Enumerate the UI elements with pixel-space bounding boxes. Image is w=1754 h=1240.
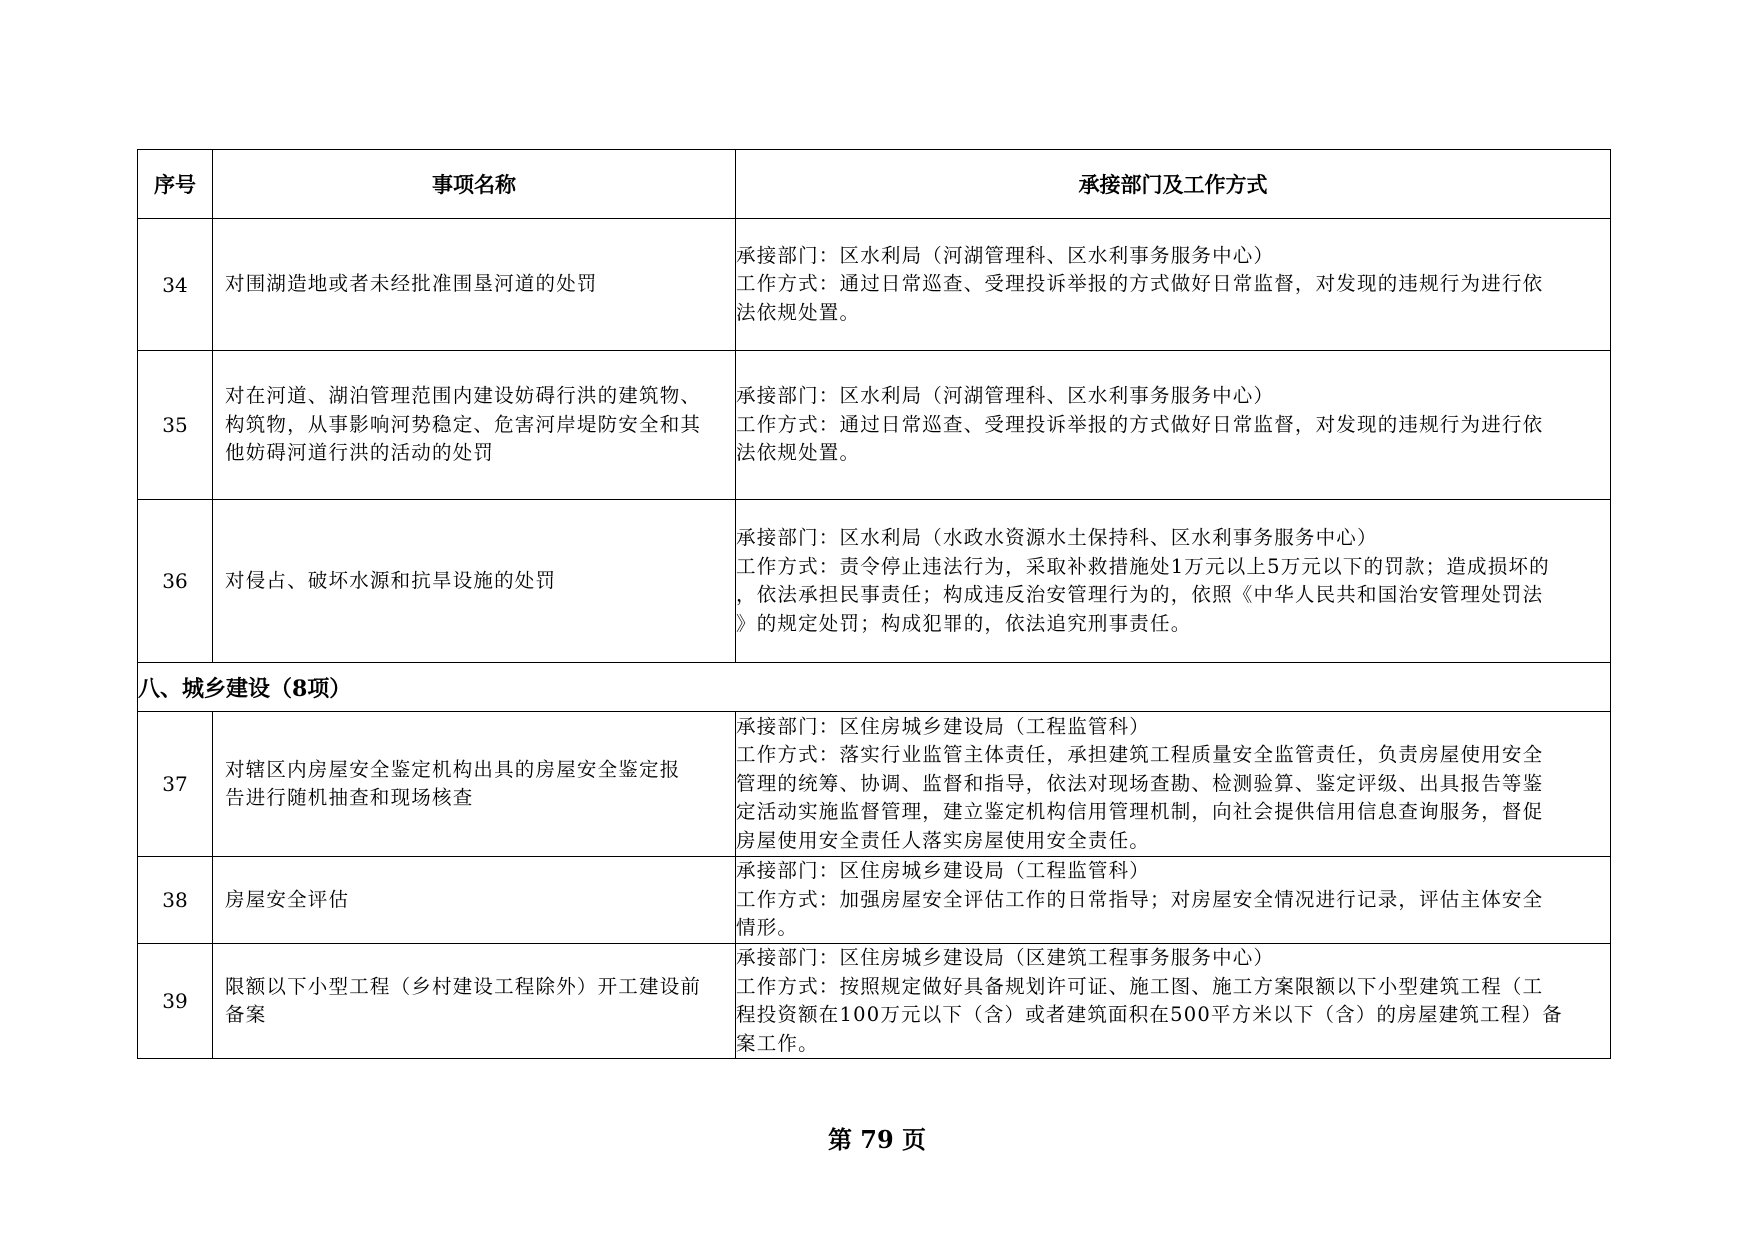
dept-line: 》的规定处罚；构成犯罪的，依法追究刑事责任。 [736, 611, 1192, 635]
row-name-cell [213, 944, 736, 1059]
dept-line: ，依法承担民事责任；构成违反治安管理行为的，依照《中华人民共和国治安管理处罚法 [736, 583, 1544, 606]
dept-line: 工作方式：通过日常巡查、受理投诉举报的方式做好日常监督，对发现的违规行为进行依 [736, 412, 1544, 436]
row-num: 34 [138, 219, 213, 351]
table-row [138, 219, 1611, 351]
row-name-line: 构筑物，从事影响河势稳定、危害河岸堤防安全和其 [225, 412, 702, 436]
dept-line: 工作方式：通过日常巡查、受理投诉举报的方式做好日常监督，对发现的违规行为进行依 [736, 272, 1544, 296]
table-row [138, 944, 1611, 1059]
row-dept-cell [736, 219, 1611, 351]
page-number: 第 79 页 [827, 1125, 927, 1154]
row-name-line: 对侵占、破坏水源和抗旱设施的处罚 [225, 568, 557, 592]
dept-line: 承接部门：区住房城乡建设局（工程监管科） [736, 859, 1151, 883]
dept-line: 承接部门：区住房城乡建设局（工程监管科） [736, 714, 1151, 738]
items-table [137, 149, 1611, 1059]
dept-line: 案工作。 [736, 1031, 819, 1055]
dept-line: 承接部门：区水利局（水政水资源水土保持科、区水利事务服务中心） [736, 526, 1378, 549]
row-name-line: 备案 [225, 1003, 267, 1026]
dept-line: 管理的统筹、协调、监督和指导，依法对现场查勘、检测验算、鉴定评级、出具报告等鉴 [736, 771, 1544, 795]
row-num: 37 [138, 712, 213, 857]
dept-line: 情形。 [736, 916, 799, 940]
row-num: 38 [138, 857, 213, 944]
dept-line: 承接部门：区住房城乡建设局（区建筑工程事务服务中心） [736, 946, 1275, 969]
row-name-line: 对在河道、湖泊管理范围内建设妨碍行洪的建筑物、 [225, 384, 702, 408]
row-name-line: 告进行随机抽查和现场核查 [225, 786, 474, 809]
row-name-cell [213, 500, 736, 663]
section-title: 八、城乡建设（8项） [138, 663, 1611, 712]
row-name-line: 对围湖造地或者未经批准围垦河道的处罚 [225, 272, 598, 296]
dept-line: 承接部门：区水利局（河湖管理科、区水利事务服务中心） [736, 384, 1275, 408]
dept-line: 定活动实施监督管理，建立鉴定机构信用管理机制，向社会提供信用信息查询服务，督促 [736, 800, 1544, 824]
row-name-line: 房屋安全评估 [225, 887, 350, 911]
header-dept: 承接部门及工作方式 [736, 150, 1611, 219]
row-name-line: 限额以下小型工程（乡村建设工程除外）开工建设前 [225, 974, 702, 998]
row-num: 35 [138, 351, 213, 500]
row-name-line: 他妨碍河道行洪的活动的处罚 [225, 441, 495, 465]
dept-line: 工作方式：落实行业监管主体责任，承担建筑工程质量安全监管责任，负责房屋使用安全 [736, 743, 1544, 767]
dept-line: 工作方式：按照规定做好具备规划许可证、施工图、施工方案限额以下小型建筑工程（工 [736, 974, 1544, 998]
row-dept-cell [736, 944, 1611, 1059]
row-name-cell [213, 712, 736, 857]
table-header-row [138, 150, 1611, 219]
row-dept-cell [736, 712, 1611, 857]
section-row [138, 663, 1611, 712]
dept-line: 承接部门：区水利局（河湖管理科、区水利事务服务中心） [736, 243, 1275, 267]
table-row [138, 351, 1611, 500]
dept-line: 法依规处置。 [736, 441, 861, 465]
row-dept-cell [736, 857, 1611, 944]
row-dept-cell [736, 500, 1611, 663]
row-dept-cell [736, 351, 1611, 500]
table-row [138, 712, 1611, 857]
dept-line: 法依规处置。 [736, 300, 861, 324]
row-name-line: 对辖区内房屋安全鉴定机构出具的房屋安全鉴定报 [225, 757, 681, 781]
dept-line: 房屋使用安全责任人落实房屋使用安全责任。 [736, 828, 1151, 852]
dept-line: 程投资额在100万元以下（含）或者建筑面积在500平方米以下（含）的房屋建筑工程）备 [736, 1003, 1563, 1026]
row-num: 36 [138, 500, 213, 663]
dept-line: 工作方式：责令停止违法行为，采取补救措施处1万元以上5万元以下的罚款；造成损坏的 [736, 554, 1550, 578]
dept-line: 工作方式：加强房屋安全评估工作的日常指导；对房屋安全情况进行记录，评估主体安全 [736, 887, 1544, 911]
header-name: 事项名称 [213, 150, 736, 219]
header-num: 序号 [138, 150, 213, 219]
row-name-cell [213, 219, 736, 351]
table-row [138, 857, 1611, 944]
table-row [138, 500, 1611, 663]
row-num: 39 [138, 944, 213, 1059]
row-name-cell [213, 351, 736, 500]
row-name-cell [213, 857, 736, 944]
